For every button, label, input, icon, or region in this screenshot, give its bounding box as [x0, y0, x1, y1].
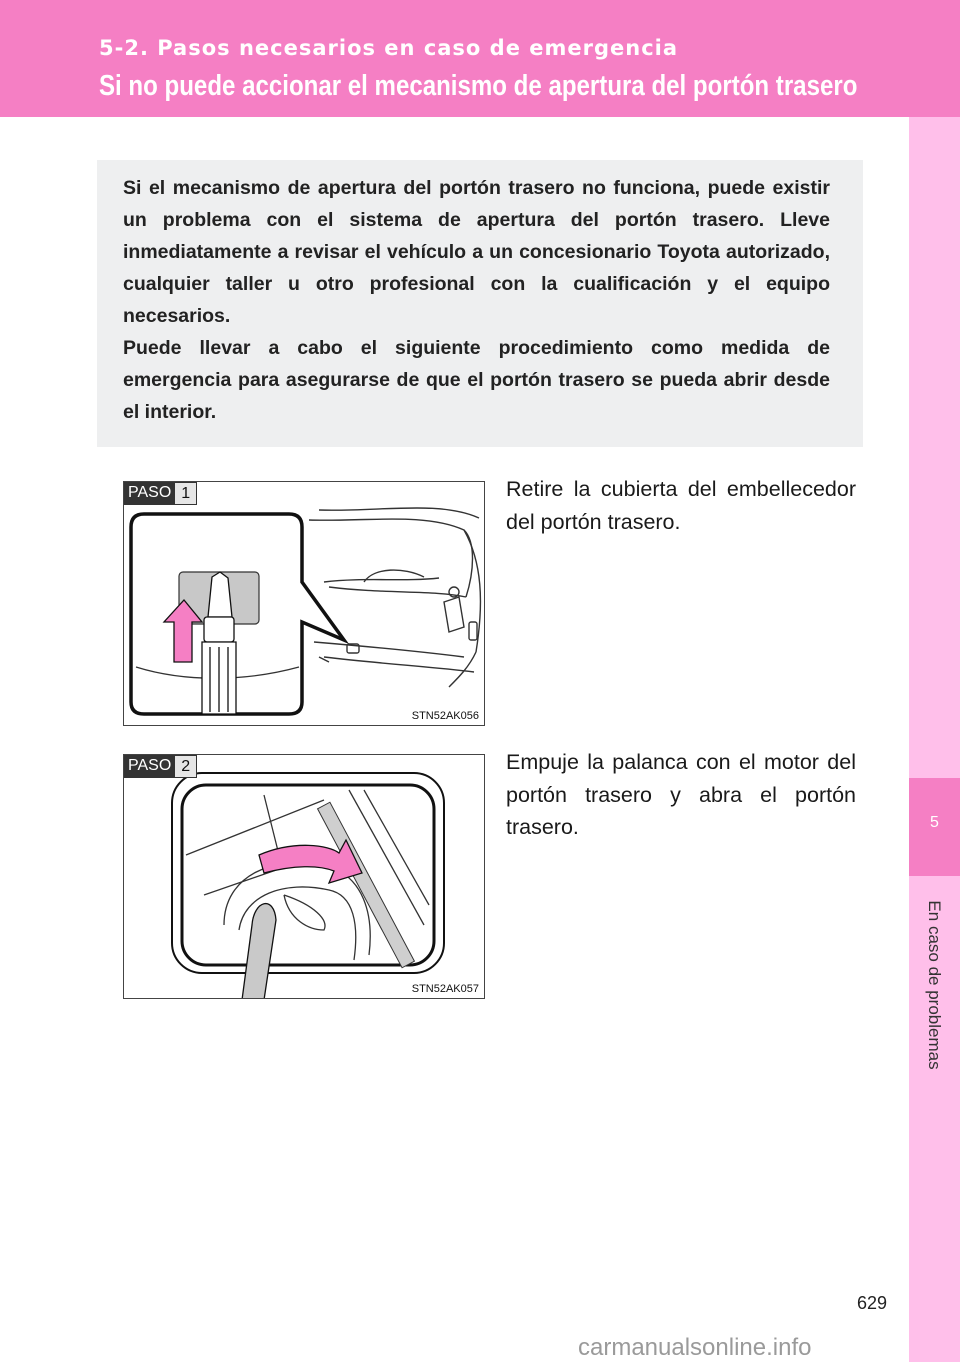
step-1-figure: [123, 481, 485, 726]
chapter-side-tab: [909, 117, 960, 1362]
step-2-badge: [124, 755, 197, 778]
step-1-text: Retire la cubierta del embellecedor del portón trasero.: [506, 477, 856, 534]
step-2-figure-code: STN52AK057: [411, 983, 479, 995]
watermark[interactable]: carmanualsonline.info: [578, 1334, 812, 1361]
chapter-title: En caso de problemas: [925, 900, 944, 1070]
step-1-figure-code: STN52AK056: [411, 710, 479, 722]
step-2-figure: [123, 754, 485, 999]
step-1-badge: [124, 482, 197, 505]
step-1-badge-label: PASO: [124, 482, 175, 505]
step-2-badge-number: 2: [175, 755, 197, 778]
step-1-badge-number: 1: [175, 482, 197, 505]
page-header: [0, 0, 960, 117]
page-title: Si no puede accionar el mecanismo de apertura del portón trasero: [99, 70, 858, 102]
section-title: 5-2. Pasos necesarios en caso de emergencia: [99, 36, 679, 60]
info-paragraph-2: Puede llevar a cabo el siguiente procedimiento como medida de emergencia para asegurarse de que el portón trasero se pueda abrir desde el interior.: [123, 337, 830, 423]
tailgate-lever-illustration: [124, 755, 485, 999]
step-2-text: Empuje la palanca con el motor del portón trasero y abra el portón trasero.: [506, 750, 856, 839]
info-box: [97, 160, 863, 447]
step-2-badge-label: PASO: [124, 755, 175, 778]
page-number: 629: [857, 1293, 888, 1313]
info-paragraph-1: Si el mecanismo de apertura del portón trasero no funciona, puede existir un problema con el sistema de apertura del portón trasero. Lleve inmediatamente a revisar el vehículo a un concesionario Toyota autorizado, cualquier taller u otro profesional con la cualificación y el equipo necesarios.: [123, 177, 830, 327]
chapter-number-block[interactable]: [909, 778, 960, 876]
chapter-number: 5: [930, 814, 939, 831]
tailgate-trim-illustration: [124, 482, 485, 726]
